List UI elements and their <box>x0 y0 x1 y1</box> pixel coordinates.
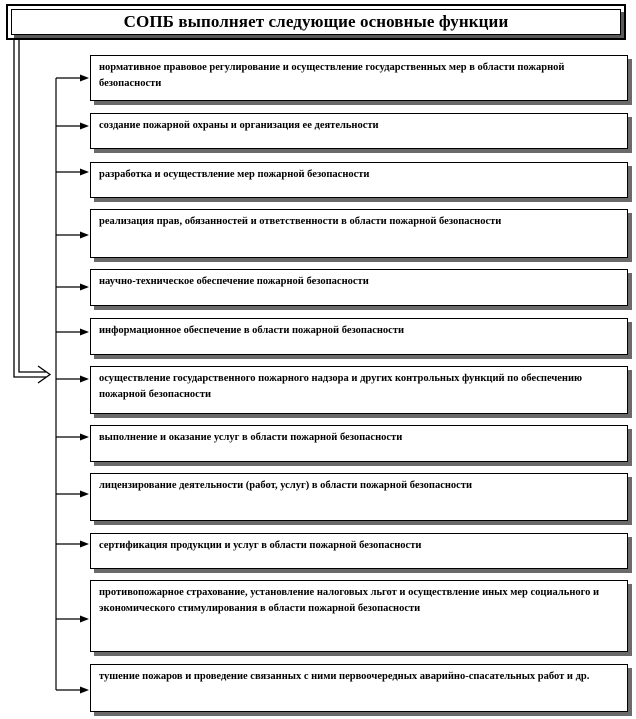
branch-arrow-11 <box>80 616 89 623</box>
branch-arrow-1 <box>80 75 89 82</box>
diagram-title: СОПБ выполняет следующие основные функции <box>123 12 509 31</box>
title-inner-frame <box>11 9 621 35</box>
function-text-11: противопожарное страхование, установление налоговых льгот и осуществление иных мер социального и экономического стимулирования в области пожарной безопасности <box>99 587 600 614</box>
function-text-6: информационное обеспечение в области пожарной безопасности <box>99 325 405 336</box>
title-box <box>6 4 626 40</box>
function-text-10: сертификация продукции и услуг в области пожарной безопасности <box>99 540 422 551</box>
branch-arrow-3 <box>80 169 89 176</box>
function-text-8: выполнение и оказание услуг в области пожарной безопасности <box>99 432 403 443</box>
branch-arrow-9 <box>80 491 89 498</box>
function-box-11 <box>90 580 628 652</box>
function-text-2: создание пожарной охраны и организация ее деятельности <box>99 120 379 131</box>
branch-arrow-2 <box>80 123 89 130</box>
function-box-12 <box>90 664 628 712</box>
function-box-4 <box>90 209 628 258</box>
function-box-3 <box>90 162 628 198</box>
branch-arrow-6 <box>80 329 89 336</box>
branch-arrow-10 <box>80 541 89 548</box>
double-arrow-head <box>38 366 50 383</box>
function-text-5: научно-техническое обеспечение пожарной безопасности <box>99 276 369 287</box>
branch-arrow-5 <box>80 284 89 291</box>
function-box-2 <box>90 113 628 149</box>
function-text-12: тушение пожаров и проведение связанных с ними первоочередных аварийно-спасательных работ и др. <box>99 671 590 682</box>
branch-arrow-7 <box>80 376 89 383</box>
branch-arrow-4 <box>80 232 89 239</box>
function-text-7: осуществление государственного пожарного надзора и других контрольных функций по обеспечению пожарной безопасности <box>99 373 583 400</box>
branch-arrow-8 <box>80 434 89 441</box>
function-box-1 <box>90 55 628 101</box>
branch-arrow-12 <box>80 687 89 694</box>
function-text-9: лицензирование деятельности (работ, услуг) в области пожарной безопасности <box>99 480 473 491</box>
function-box-8 <box>90 425 628 462</box>
function-text-4: реализация прав, обязанностей и ответственности в области пожарной безопасности <box>99 216 502 227</box>
function-box-7 <box>90 366 628 414</box>
function-text-1: нормативное правовое регулирование и осуществление государственных мер в области пожарной безопасности <box>99 62 565 89</box>
function-box-9 <box>90 473 628 521</box>
function-box-10 <box>90 533 628 569</box>
double-connector-inner-line <box>19 40 46 372</box>
function-box-6 <box>90 318 628 355</box>
function-text-3: разработка и осуществление мер пожарной безопасности <box>99 169 370 180</box>
function-box-5 <box>90 269 628 306</box>
